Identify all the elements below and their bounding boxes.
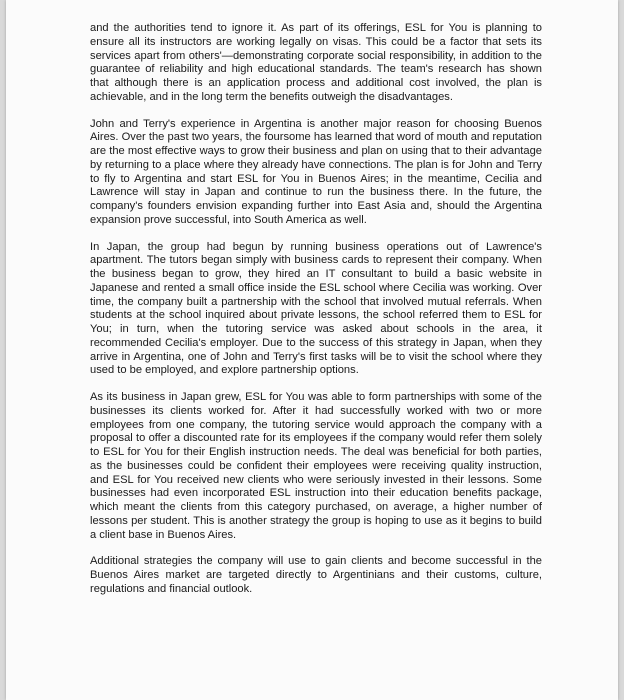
paragraph-additional-strategies: Additional strategies the company will use to gain clients and become successful in the Buenos Aires market are targeted directly to Argentinians and their customs, culture, regulations and financial outlook. — [90, 555, 542, 595]
paragraph-visa-compliance: and the authorities tend to ignore it. As part of its offerings, ESL for You is planning to ensure all its instructors are working legally on visas. This could be a factor that sets its services apart from others'—demonstrating corporate social responsibility, in addition to the guarantee of reliability and high educational standards. The team's research has shown that although there is an application process and additional cost involved, the plan is achievable, and in the long term the benefits outweigh the disadvantages. — [90, 22, 542, 103]
paragraph-argentina-experience: John and Terry's experience in Argentina is another major reason for choosing Buenos Aires. Over the past two years, the foursome has learned that word of mouth and reputation are the most effective ways to grow their business and plan on using that to their advantage by returning to a place where they already have connections. The plan is for John and Terry to fly to Argentina and start ESL for You in Buenos Aires; in the meantime, Cecilia and Lawrence will stay in Japan and continue to run the business there. In the future, the company's founders envision expanding further into East Asia and, should the Argentina expansion prove successful, into South America as well. — [90, 117, 542, 226]
paragraph-business-partnerships: As its business in Japan grew, ESL for You was able to form partnerships with some of the businesses its clients worked for. After it had successfully worked with two or more employees from one company, the tutoring service would approach the company with a proposal to offer a discounted rate for its employees if the company would refer them solely to ESL for You for their English instruction needs. The deal was beneficial for both parties, as the businesses could be confident their employees were receiving quality instruction, and ESL for You received new clients who were seriously invested in their lessons. Some businesses had even incorporated ESL instruction into their education benefits package, which meant the clients from this category purchased, on average, a higher number of lessons per student. This is another strategy the group is hoping to use as it begins to build a client base in Buenos Aires. — [90, 391, 542, 541]
document-body — [90, 22, 542, 610]
document-page — [6, 0, 618, 700]
paragraph-japan-operations: In Japan, the group had begun by running business operations out of Lawrence's apartment. The tutors began simply with business cards to represent their company. When the business began to grow, they hired an IT consultant to build a basic website in Japanese and rented a small office inside the ESL school where Cecilia was working. Over time, the company built a partnership with the school that involved mutual referrals. When students at the school inquired about private lessons, the school referred them to ESL for You; in turn, when the tutoring service was asked about schools in the area, it recommended Cecilia's employer. Due to the success of this strategy in Japan, when they arrive in Argentina, one of John and Terry's first tasks will be to visit the school where they used to be employed, and explore partnership options. — [90, 240, 542, 377]
